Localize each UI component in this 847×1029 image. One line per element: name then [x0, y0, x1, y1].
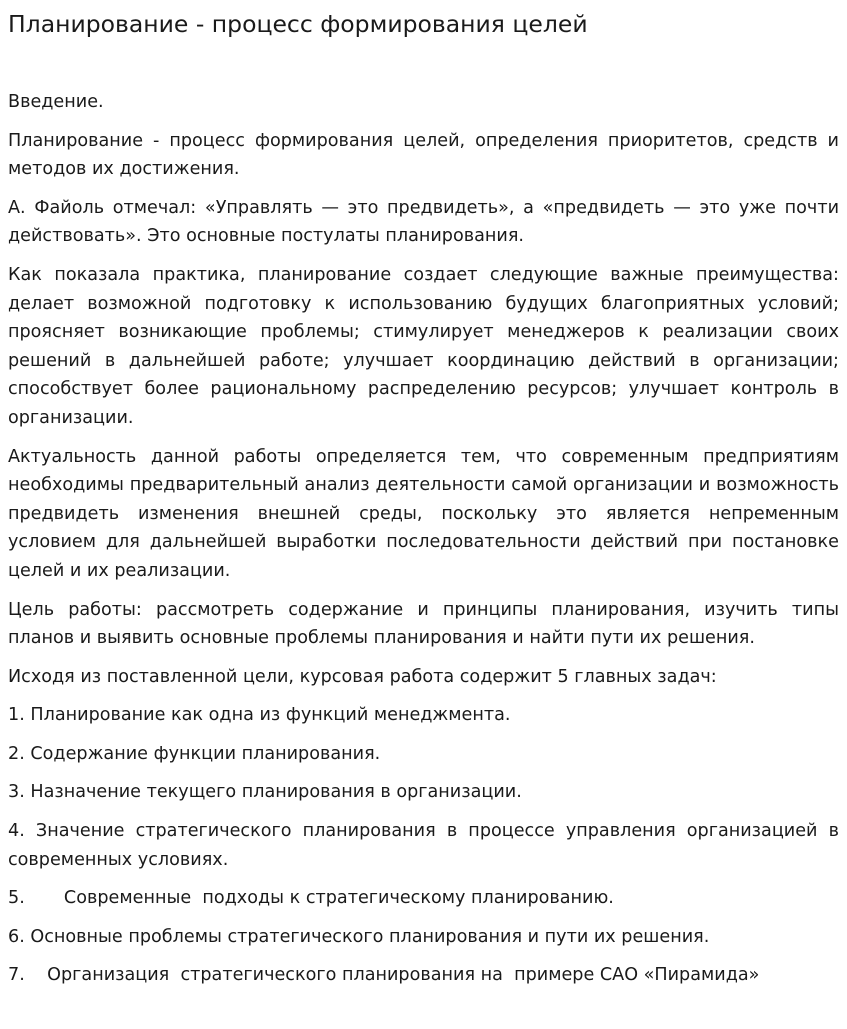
- list-item-task-3: 3. Назначение текущего планирования в организации.: [8, 782, 522, 803]
- paragraph-definition: Планирование - процесс формирования целей, определения приоритетов, средств и методов их достижения.: [8, 130, 839, 180]
- intro-heading: Введение.: [8, 92, 104, 112]
- list-item-task-7: 7. Организация стратегического планирования на примере САО «Пирамида»: [8, 965, 760, 986]
- list-item-task-4: 4. Значение стратегического планирования в процессе управления организацией в современных условиях.: [8, 821, 839, 870]
- paragraph-relevance: Актуальность данной работы определяется тем, что современным предприятиям необходимы предварительный анализ деятельности самой организации и возможность предвидеть изменения внешней среды, поскольку это является непременным условием для дальнейшей выработки последовательности действий при постановке целей и их реализации.: [8, 446, 839, 581]
- paragraph-advantages: Как показала практика, планирование создает следующие важные преимущества: делает возможной подготовку к использованию будущих благоприятных условий; проясняет возникающие проблемы; стимулирует менеджеров к реализации своих решений в дальнейшей работе; улучшает координацию действий в организации; способствует более рациональному распределению ресурсов; улучшает контроль в организации.: [8, 264, 839, 428]
- paragraph-tasks-intro: Исходя из поставленной цели, курсовая работа содержит 5 главных задач:: [8, 666, 717, 687]
- page-title: Планирование - процесс формирования целей: [8, 10, 588, 38]
- list-item-task-5: 5. Современные подходы к стратегическому планированию.: [8, 888, 614, 909]
- document-body: [8, 88, 839, 990]
- list-item-task-6: 6. Основные проблемы стратегического планирования и пути их решения.: [8, 926, 710, 947]
- paragraph-fayol-quote: А. Файоль отмечал: «Управлять — это предвидеть», а «предвидеть — это уже почти действовать». Это основные постулаты планирования.: [8, 197, 839, 247]
- list-item-task-2: 2. Содержание функции планирования.: [8, 743, 381, 764]
- list-item-task-1: 1. Планирование как одна из функций менеджмента.: [8, 705, 511, 726]
- paragraph-goal: Цель работы: рассмотреть содержание и принципы планирования, изучить типы планов и выявить основные проблемы планирования и найти пути их решения.: [8, 599, 839, 649]
